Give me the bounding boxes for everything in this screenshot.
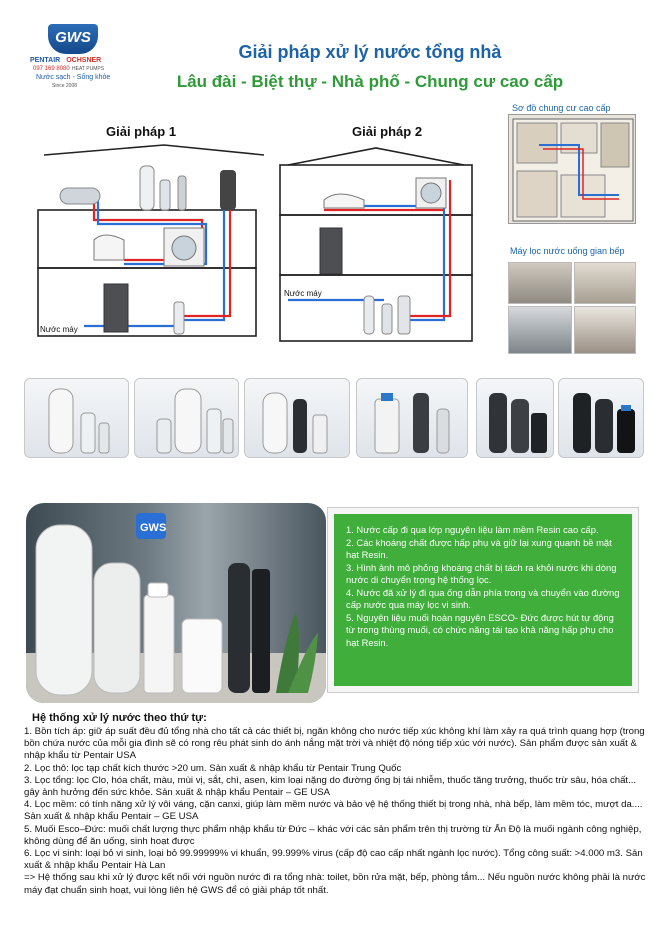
- product-image-3: [244, 378, 350, 458]
- brand-since: Since 2008: [52, 83, 78, 89]
- equipment-solution1: [60, 166, 236, 334]
- brand-heat-pumps: HEAT PUMPS: [72, 66, 105, 72]
- process-step-2: 2. Các khoáng chất được hấp phụ và giữ lại xung quanh bề mặt hạt Resin.: [346, 536, 612, 560]
- system-item-3: 3. Lọc tổng: lọc Clo, hóa chất, màu, mùi vị, sắt, chì, asen, kim loại nặng do đường ống bị tái nhiễm, thuốc tăng trưởng, thuốc trừ sâu, hóa chất... gây ảnh hưởng đến sức khỏe. Sản xuất & nhập khẩu Pentair – GE USA: [24, 774, 637, 799]
- brand-slogan: Nước sạch - Sống khỏe: [36, 74, 111, 81]
- process-step-3: 3. Hình ảnh mô phỏng khoáng chất bị tách ra khỏi nước khi dòng nước di chuyển trọng hệ thống lọc.: [346, 561, 617, 585]
- system-item-5: 5. Muối Esco–Đức: muối chất lượng thực phẩm nhập khẩu từ Đức – khác với các sản phẩm trên thị trường từ Ấn Độ là muối ngành công nghiệp, không dùng để ăn uống, sinh hoạt được: [24, 823, 642, 847]
- product-image-5: [476, 378, 554, 458]
- system-item-1: 1. Bồn tích áp: giữ áp suất đều đủ tổng nhà cho tất cả các thiết bị, ngăn không cho nước tiếp xúc không khí làm xảy ra quá trình quang hợp (trong bồn chứa nước của mỗi gia đình sẽ có rong rêu phát sinh do ánh nắng mặt trời và nhiệt độ nóng tiếp xúc với nước). Sản phẩm được sản xuất & nhập khẩu từ Pentair USA: [24, 726, 645, 762]
- brand-row: [30, 57, 140, 64]
- water-in-label-2: Nước máy: [284, 289, 322, 298]
- product-image-2: [134, 378, 239, 458]
- process-step-5: 5. Nguyên liệu muối hoàn nguyên ESCO- Đức được hút tự động từ trong thùng muối, có chức năng tái tạo khả năng hấp phụ cho hạt Resin.: [346, 611, 614, 648]
- product-image-4: [356, 378, 468, 458]
- kitchen-filter-label: Máy lọc nước uống gian bếp: [510, 246, 625, 256]
- solution2-label: Giải pháp 2: [352, 124, 423, 139]
- kitchen-photo-1: [508, 262, 572, 304]
- kitchen-photo-3: [508, 306, 572, 354]
- page-title: Giải pháp xử lý nước tổng nhà: [238, 42, 502, 62]
- system-item-6: 6. Lọc vi sinh: loại bỏ vi sinh, loại bỏ 99.99999% vi khuẩn, 99.999% virus (cấp độ cao cấp nhất ngành lọc nước). Tổng công suất: >4.000 m3. Sản xuất & nhập khẩu Pentair Hà Lan: [24, 848, 643, 872]
- ochsner-brand: OCHSNER: [66, 57, 102, 64]
- apartment-map-label: Sơ đồ chung cư cao cấp: [512, 103, 611, 113]
- house-diagram: [24, 120, 502, 358]
- system-item-2: 2. Lọc thô: lọc tạp chất kích thước >20 um. Sản xuất & nhập khẩu từ Pentair Trung Quốc: [24, 762, 402, 774]
- process-step-1: 1. Nước cấp đi qua lớp nguyên liệu làm mềm Resin cao cấp.: [346, 524, 599, 535]
- resin-process-box: [328, 508, 638, 692]
- system-list: [24, 726, 652, 897]
- process-step-4: 4. Nước đã xử lý đi qua ống dẫn phía trong và chuyển vào đường cấp nước qua máy lọc vi sinh.: [346, 586, 620, 610]
- brand-phone: 097 169 8080: [33, 66, 70, 72]
- water-in-label-1: Nước máy: [40, 325, 78, 334]
- solution1-label: Giải pháp 1: [106, 124, 177, 139]
- system-title: Hệ thống xử lý nước theo thứ tự:: [32, 712, 207, 724]
- pentair-brand: PENTAIR: [30, 57, 61, 64]
- product-showroom-photo: [26, 503, 326, 703]
- kitchen-photo-2: [574, 262, 636, 304]
- product-image-6: [558, 378, 644, 458]
- equipment-solution2: [320, 178, 446, 334]
- apartment-floorplan-image: [508, 114, 636, 224]
- kitchen-photo-4: [574, 306, 636, 354]
- gws-logo: GWS: [48, 24, 98, 54]
- system-item-4: 4. Lọc mềm: có tính năng xử lý vôi váng, cặn canxi, giúp làm mềm nước và bảo vệ hệ thống thiết bị trong nhà, nhà bếp, làm mềm tóc, mượt da.... Sản xuất & nhập khẩu Pentair – GE USA: [24, 799, 643, 823]
- product-image-1: [24, 378, 129, 458]
- system-item-7: => Hệ thống sau khi xử lý được kết nối với nguồn nước đi ra tổng nhà: toilet, bồn rửa mặt, bếp, phòng tắm... Nếu nguồn nước không phải là nước máy đạt chuẩn sinh hoạt, vui lòng liên hệ GWS để có giải pháp tốt nhất.: [24, 872, 646, 896]
- page-subtitle: Lâu đài - Biệt thự - Nhà phố - Chung cư cao cấp: [176, 72, 564, 91]
- photo-gws-logo: GWS: [140, 522, 167, 534]
